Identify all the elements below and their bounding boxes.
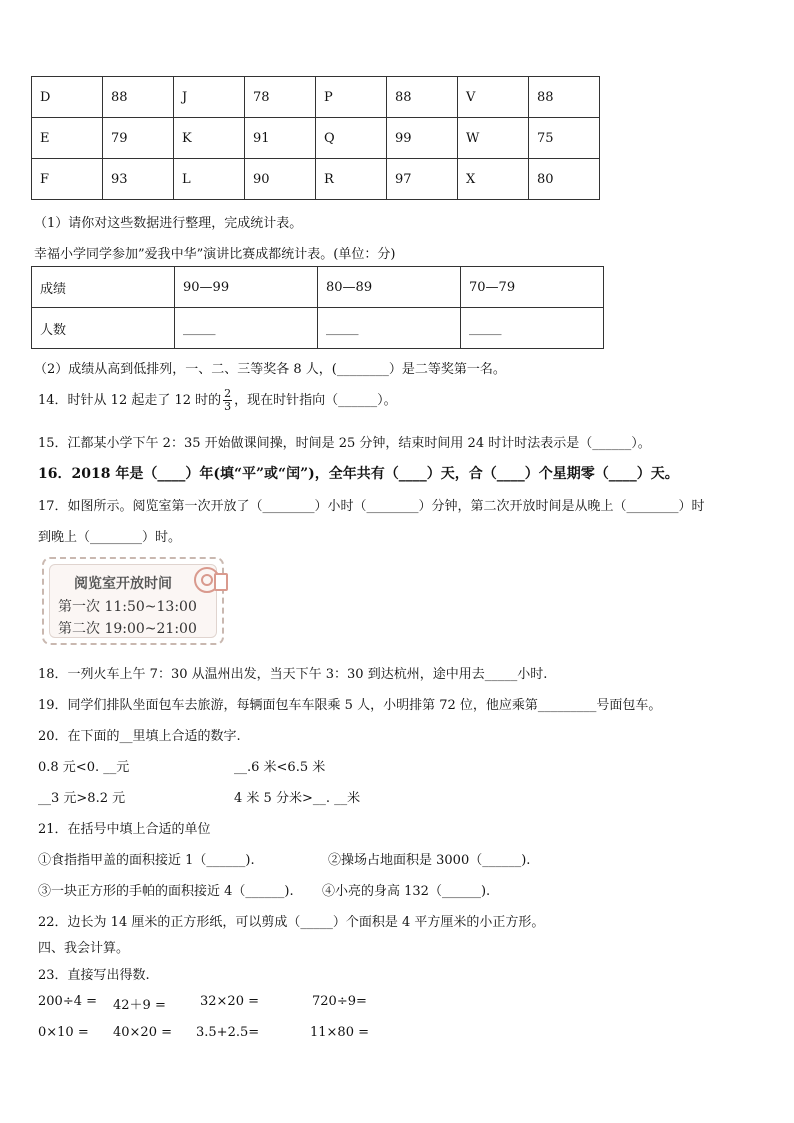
student-letter-cell: K (174, 118, 245, 159)
calc-item: 720÷9= (312, 994, 367, 1009)
camera-icon (214, 573, 228, 591)
score-cell: 90 (245, 159, 316, 200)
score-cell: 88 (103, 77, 174, 118)
student-letter-cell: X (458, 159, 529, 200)
question-14: 14．时针从 12 起走了 12 时的 $\frac{2}{3}$ ，现在时针指向（______）。 (38, 387, 397, 413)
question-17-line1: 17．如图所示。阅览室第一次开放了（________）小时（________）分钟，第二次开放时间是从晚上（________）时 (38, 499, 705, 514)
question-21-d: ④小亮的身高 132（______). (322, 884, 491, 899)
question-19: 19．同学们排队坐面包车去旅游，每辆面包车车限乘 5 人，小明排第 72 位，他应乘第_________号面包车。 (38, 698, 662, 713)
blank-cell[interactable]: _____ (461, 308, 604, 349)
score-cell: 88 (529, 77, 600, 118)
score-cell: 99 (387, 118, 458, 159)
question-20-b: __.6 米<6.5 米 (234, 760, 326, 775)
question-21: 21．在括号中填上合适的单位 (38, 822, 211, 837)
question-23: 23．直接写出得数. (38, 968, 150, 983)
score-cell: 80 (529, 159, 600, 200)
score-data-table (31, 76, 600, 200)
calc-item: 32×20 = (200, 994, 260, 1009)
statistics-table (31, 266, 604, 349)
question-17-line2: 到晚上（________）时。 (38, 530, 182, 545)
header-cell: 成绩 (32, 267, 175, 308)
question-16: 16．2018 年是（____）年(填“平”或“闰”)，全年共有（____）天，合（____）个星期零（____）天。 (38, 466, 679, 482)
header-cell: 70—79 (461, 267, 604, 308)
calc-item: 200÷4 = (38, 994, 98, 1009)
student-letter-cell: L (174, 159, 245, 200)
fraction: $\frac{2}{3}$ (224, 387, 232, 413)
sign-row-second: 第二次 19:00~21:00 (58, 621, 197, 637)
score-cell: 78 (245, 77, 316, 118)
question-22: 22．边长为 14 厘米的正方形纸，可以剪成（_____）个面积是 4 平方厘米的小正方形。 (38, 915, 545, 930)
calc-item: 0×10 = (38, 1025, 89, 1040)
student-letter-cell: E (32, 118, 103, 159)
calc-item: 42＋9 = (113, 998, 166, 1013)
blank-cell[interactable]: _____ (175, 308, 318, 349)
calc-item: 11×80 = (310, 1025, 370, 1040)
section-four-heading: 四、我会计算。 (38, 941, 130, 956)
question-20-d: 4 米 5 分米>__. __米 (234, 791, 361, 806)
sign-title: 阅览室开放时间 (74, 576, 172, 592)
student-letter-cell: R (316, 159, 387, 200)
score-cell: 91 (245, 118, 316, 159)
table-row (32, 77, 600, 118)
question-18: 18．一列火车上午 7：30 从温州出发，当天下午 3：30 到达杭州，途中用去_____小时. (38, 667, 548, 682)
score-cell: 93 (103, 159, 174, 200)
table-row (32, 159, 600, 200)
table-row (32, 118, 600, 159)
row-label: 人数 (32, 308, 175, 349)
sign-row-first: 第一次 11:50~13:00 (58, 599, 197, 615)
student-letter-cell: W (458, 118, 529, 159)
student-letter-cell: F (32, 159, 103, 200)
question-20-c: __3 元>8.2 元 (38, 791, 126, 806)
score-cell: 88 (387, 77, 458, 118)
score-cell: 79 (103, 118, 174, 159)
question-21-c: ③一块正方形的手帕的面积接近 4（______). (38, 884, 294, 899)
question-15: 15．江都某小学下午 2：35 开始做课间操，时间是 25 分钟，结束时间用 24 时计时法表示是（______）。 (38, 436, 651, 451)
calc-item: 40×20 = (113, 1025, 173, 1040)
student-letter-cell: V (458, 77, 529, 118)
question-part1: （1）请你对这些数据进行整理，完成统计表。 (34, 216, 303, 231)
reading-room-hours-sign (42, 557, 224, 645)
header-cell: 80—89 (318, 267, 461, 308)
question-20-a: 0.8 元<0. __元 (38, 760, 130, 775)
student-letter-cell: D (32, 77, 103, 118)
student-letter-cell: Q (316, 118, 387, 159)
question-21-b: ②操场占地面积是 3000（______). (328, 853, 531, 868)
header-cell: 90—99 (175, 267, 318, 308)
score-cell: 97 (387, 159, 458, 200)
blank-cell[interactable]: _____ (318, 308, 461, 349)
score-cell: 75 (529, 118, 600, 159)
question-20: 20．在下面的__里填上合适的数字. (38, 729, 241, 744)
question-21-a: ①食指指甲盖的面积接近 1（______). (38, 853, 255, 868)
calc-item: 3.5+2.5= (196, 1025, 260, 1040)
student-letter-cell: J (174, 77, 245, 118)
table-caption: 幸福小学同学参加”爱我中华”演讲比赛成都统计表。(单位：分) (34, 247, 396, 262)
question-part2: （2）成绩从高到低排列，一、二、三等奖各 8 人，(________）是二等奖第一名。 (34, 362, 506, 377)
student-letter-cell: P (316, 77, 387, 118)
